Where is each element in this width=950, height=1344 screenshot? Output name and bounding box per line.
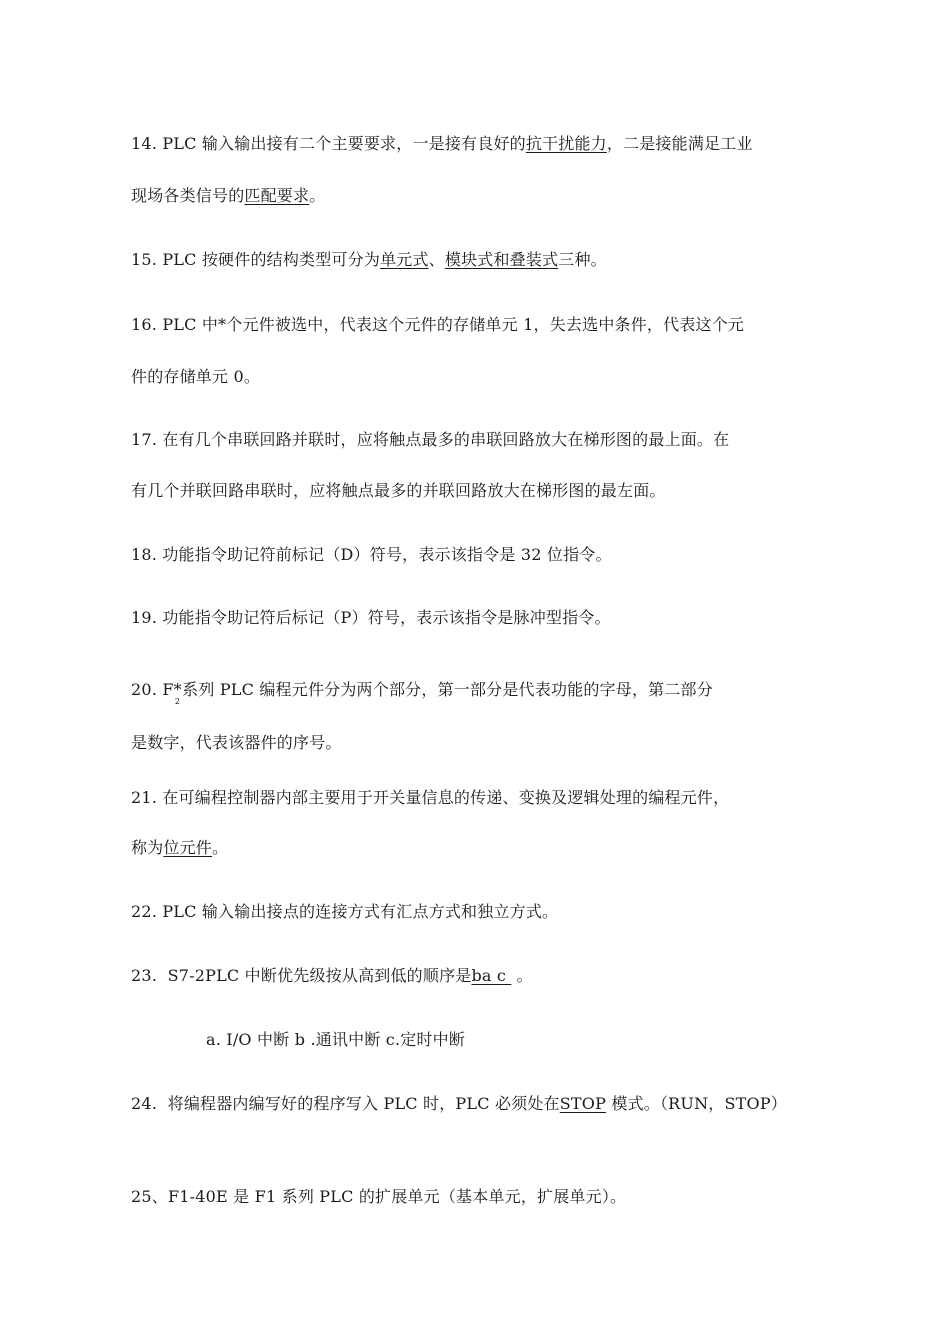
item-14-line-1: [131, 134, 753, 154]
item-14-text: 14. PLC 输入输出接有二个主要要求，一是接有良好的: [131, 134, 526, 153]
item-21-answer: 位元件: [163, 838, 213, 857]
item-18: 18. 功能指令助记符前标记（D）符号，表示该指令是 32 位指令。: [131, 545, 612, 564]
item-24-answer: STOP: [559, 1094, 607, 1113]
item-24: [131, 1094, 787, 1114]
item-15-text: 15. PLC 按硬件的结构类型可分为: [131, 250, 381, 269]
item-14-text-end: 。: [309, 186, 326, 205]
item-15-answer-2: 模块式和叠装式: [444, 250, 559, 269]
item-14-answer-2: 匹配要求: [244, 186, 310, 205]
item-20-line-1: [131, 680, 713, 706]
item-20-line-2: 是数字，代表该器件的序号。: [131, 733, 342, 752]
item-23-options: a. I/O 中断 b .通讯中断 c.定时中断: [206, 1030, 466, 1049]
item-23-answer: ba c: [471, 966, 512, 985]
item-15-sep: 、: [428, 250, 445, 269]
item-14-line-2: [131, 186, 325, 206]
item-21-text-end: 。: [212, 838, 229, 857]
item-21-line-2: [131, 838, 228, 858]
item-19: 19. 功能指令助记符后标记（P）符号，表示该指令是脉冲型指令。: [131, 608, 611, 627]
item-16-line-1: 16. PLC 中*个元件被选中，代表这个元件的存储单元 1，失去选中条件，代表这个元: [131, 315, 745, 334]
item-25: 25、F1-40E 是 F1 系列 PLC 的扩展单元（基本单元，扩展单元）。: [131, 1187, 627, 1206]
item-20-text-cont: 系列 PLC 编程元件分为两个部分，第一部分是代表功能的字母，第二部分: [182, 680, 713, 699]
item-22: 22. PLC 输入输出接点的连接方式有汇点方式和独立方式。: [131, 902, 559, 921]
item-21-text: 称为: [131, 838, 164, 857]
item-23-text: 23. S7-2PLC 中断优先级按从高到低的顺序是: [131, 966, 472, 985]
item-15-text-end: 三种。: [558, 250, 607, 269]
item-20-subscript: 2: [174, 697, 181, 706]
item-14-text-2: 现场各类信号的: [131, 186, 245, 205]
item-24-text: 24. 将编程器内编写好的程序写入 PLC 时，PLC 必须处在: [131, 1094, 560, 1113]
item-15-answer-1: 单元式: [380, 250, 429, 269]
item-23: [131, 966, 533, 986]
item-17-line-1: 17. 在有几个串联回路并联时，应将触点最多的串联回路放大在梯形图的最上面。在: [131, 430, 730, 449]
item-14-answer-1: 抗干扰能力: [525, 134, 607, 153]
item-16-line-2: 件的存储单元 0。: [131, 367, 261, 386]
item-20-text: 20. F*: [131, 680, 182, 699]
item-17-line-2: 有几个并联回路串联时，应将触点最多的并联回路放大在梯形图的最左面。: [131, 481, 666, 500]
item-14-text-cont: ，二是接能满足工业: [606, 134, 753, 153]
item-15: [131, 250, 607, 270]
item-21-line-1: 21. 在可编程控制器内部主要用于开关量信息的传递、变换及逻辑处理的编程元件，: [131, 788, 730, 807]
item-23-text-end: 。: [511, 966, 533, 985]
item-24-text-end: 模式。（RUN，STOP）: [606, 1094, 788, 1113]
